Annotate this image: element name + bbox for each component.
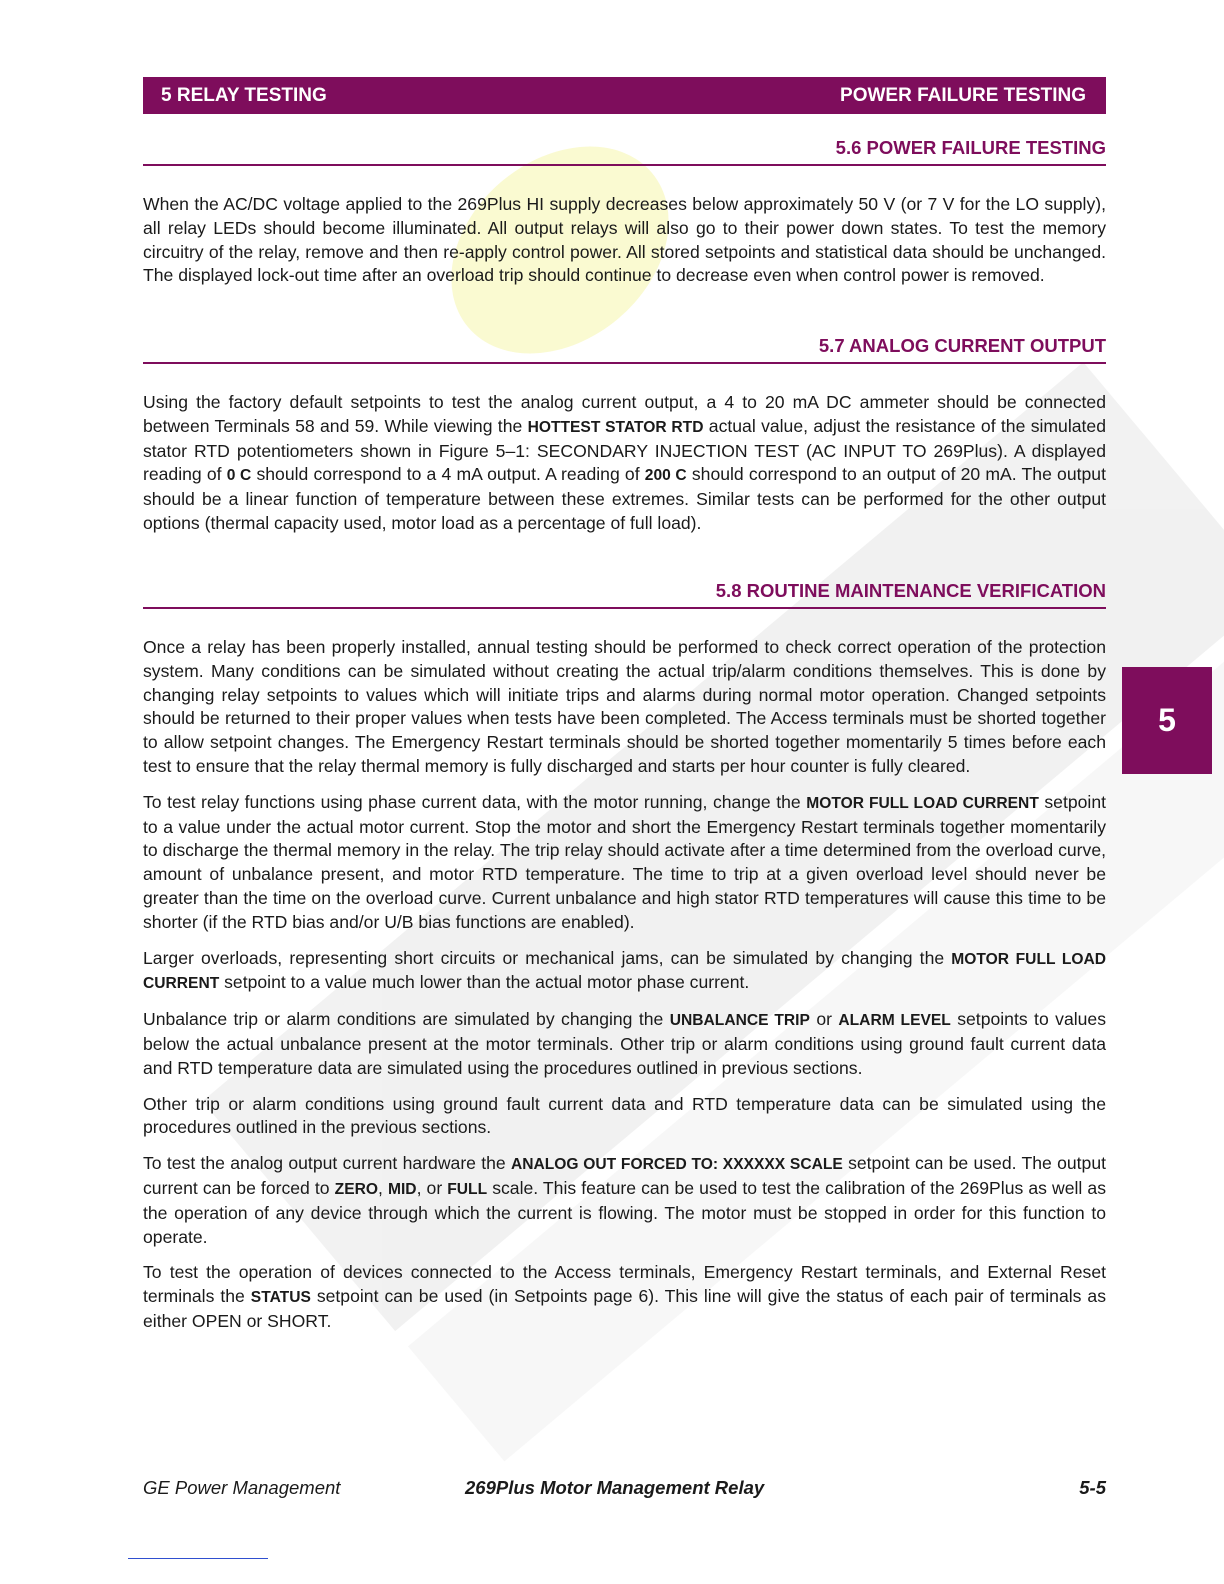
- header-topic: POWER FAILURE TESTING: [840, 84, 1086, 106]
- footer-link-rule: [128, 1558, 268, 1559]
- paragraph: Using the factory default setpoints to test the analog current output, a 4 to 20 mA DC ammeter should be connected between Terminals 58 and 59. While viewing the HOTTEST STATOR RTD actual value, adjust the resistance of the simulated stator RTD potentiometers shown in Figure 5–1: SECONDARY INJECTION TEST (AC INPUT TO 269Plus). A displayed reading of 0 C should correspond to a 4 mA output. A reading of 200 C should correspond to an output of 20 mA. The output should be a linear function of temperature between these extremes. Similar tests can be performed for the other output options (thermal capacity used, motor load as a percentage of full load).: [143, 392, 1106, 533]
- section-body-5-7: [143, 391, 1106, 548]
- paragraph: Other trip or alarm conditions using ground fault current data and RTD temperature data can be simulated using the procedures outlined in the previous sections.: [143, 1093, 1106, 1138]
- section-heading-5-6: 5.6 POWER FAILURE TESTING: [143, 137, 1106, 166]
- paragraph: Larger overloads, representing short circuits or mechanical jams, can be simulated by changing the MOTOR FULL LOAD CURRENT setpoint to a value much lower than the actual motor phase current.: [143, 947, 1106, 993]
- paragraph: To test relay functions using phase current data, with the motor running, change the MOTOR FULL LOAD CURRENT setpoint to a value under the actual motor current. Stop the motor and short the Emergency Restart terminals together momentarily to discharge the thermal memory in the relay. The trip relay should activate after a time determined from the overload curve, amount of unbalance present, and motor RTD temperature. The time to trip at a given overload level should never be greater than the time on the overload curve. Current unbalance and high stator RTD temperatures will cause this time to be shorter (if the RTD bias and/or U/B bias functions are enabled).: [143, 791, 1107, 932]
- footer-page-number: 5-5: [1079, 1477, 1106, 1498]
- page-footer: [143, 1475, 1106, 1501]
- header-chapter: 5 RELAY TESTING: [161, 84, 327, 106]
- paragraph: To test the analog output current hardware the ANALOG OUT FORCED TO: XXXXXX SCALE setpoint can be used. The output current can be forced to ZERO, MID, or FULL scale. This feature can be used to test the calibration of the 269Plus as well as the operation of any device through which the current is flowing. The motor must be stopped in order for this function to operate.: [143, 1153, 1106, 1247]
- section-heading-5-8: 5.8 ROUTINE MAINTENANCE VERIFICATION: [143, 580, 1106, 609]
- footer-product-title: 269Plus Motor Management Relay: [465, 1477, 765, 1498]
- paragraph: Unbalance trip or alarm conditions are simulated by changing the UNBALANCE TRIP or ALARM LEVEL setpoints to values below the actual unbalance present at the motor terminals. Other trip or alarm conditions using ground fault current data and RTD temperature data are simulated using the procedures outlined in previous sections.: [143, 1009, 1107, 1078]
- chapter-side-tab[interactable]: 5: [1122, 667, 1212, 774]
- section-body-5-8: [143, 636, 1106, 1346]
- footer-company: GE Power Management: [143, 1477, 341, 1498]
- paragraph: To test the operation of devices connected to the Access terminals, Emergency Restart terminals, and External Reset terminals the STATUS setpoint can be used (in Setpoints page 6). This line will give the status of each pair of terminals as either OPEN or SHORT.: [143, 1262, 1106, 1331]
- section-body-5-6: [143, 193, 1106, 300]
- section-heading-5-7: 5.7 ANALOG CURRENT OUTPUT: [143, 335, 1106, 364]
- page-header-bar: [143, 77, 1106, 114]
- paragraph: When the AC/DC voltage applied to the 269Plus HI supply decreases below approximately 50 V (or 7 V for the LO supply), all relay LEDs should become illuminated. All output relays will also go to their power down states. To test the memory circuitry of the relay, remove and then re-apply control power. All stored setpoints and statistical data should be unchanged. The displayed lock-out time after an overload trip should continue to decrease even when control power is removed.: [143, 194, 1106, 286]
- paragraph: Once a relay has been properly installed, annual testing should be performed to check correct operation of the protection system. Many conditions can be simulated without creating the actual trip/alarm conditions themselves. This is done by changing relay setpoints to values which will initiate trips and alarms during normal motor operation. Changed setpoints should be returned to their proper values when tests have been completed. The Access terminals must be shorted together to allow setpoint changes. The Emergency Restart terminals should be shorted together momentarily 5 times before each test to ensure that the relay thermal memory is fully discharged and starts per hour counter is fully cleared.: [143, 637, 1106, 776]
